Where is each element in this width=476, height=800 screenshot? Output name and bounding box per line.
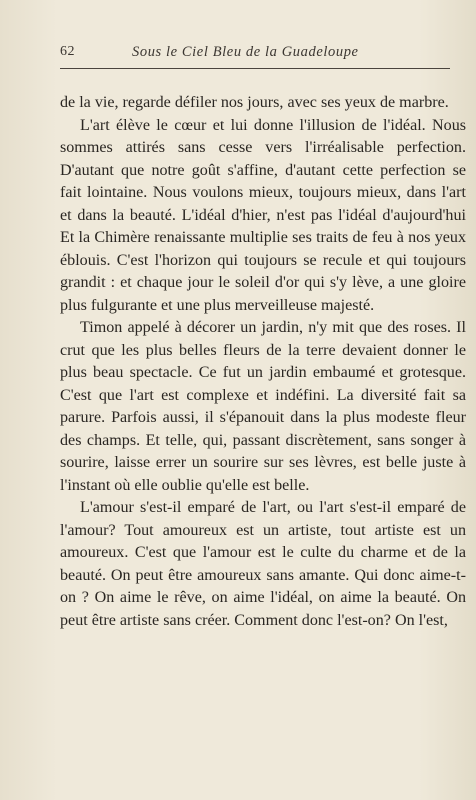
page-header [60,36,450,69]
paragraph-continuation: de la vie, regarde défiler nos jours, avec ses yeux de marbre. [60,94,449,111]
running-title: Sous le Ciel Bleu de la Guadeloupe [132,44,359,60]
page-number: 62 [60,44,75,59]
paragraph-timon-roses: Timon appelé à décorer un jardin, n'y mit que des roses. Il crut que les plus belles fleurs de la terre devaient donner le plus beau spectacle. Ce fut un jardin embaumé et grotesque. C'est que l'art est complexe et indéfini. La diversité fait sa parure. Parfois aussi, il s'épanouit dans la plus modeste fleur des champs. Et telle, qui, passant discrètement, sans songer à sourire, laisse errer un sourire sur ses lèvres, est belle juste à l'instant où elle oublie qu'elle est belle. [60,319,466,494]
body-text [60,92,466,632]
paragraph-art-ideal: L'art élève le cœur et lui donne l'illusion de l'idéal. Nous sommes attirés sans cesse vers l'irréalisable perfection. D'autant que notre goût s'affine, d'autant cette perfection se fait lointaine. Nous voulons mieux, toujours mieux, dans l'art et dans la beauté. L'idéal d'hier, n'est pas l'idéal d'aujourd'hui Et la Chimère renaissante multiplie ses traits de feu à nos yeux éblouis. C'est l'horizon qui toujours se recule et qui toujours grandit : et chaque jour le soleil d'or qui s'y lève, a une gloire plus fulgurante et une plus merveilleuse majesté. [60,116,466,314]
paragraph-amour-art: L'amour s'est-il emparé de l'art, ou l'art s'est-il emparé de l'amour? Tout amoureux est un artiste, tout artiste est un amoureux. C'est que l'amour est le culte du charme et de la beauté. On peut être amoureux sans amante. Qui donc aime-t-on ? On aime le rêve, on aime l'idéal, on aime la beauté. On peut être artiste sans créer. Comment donc l'est-on? On l'est, [60,499,466,629]
